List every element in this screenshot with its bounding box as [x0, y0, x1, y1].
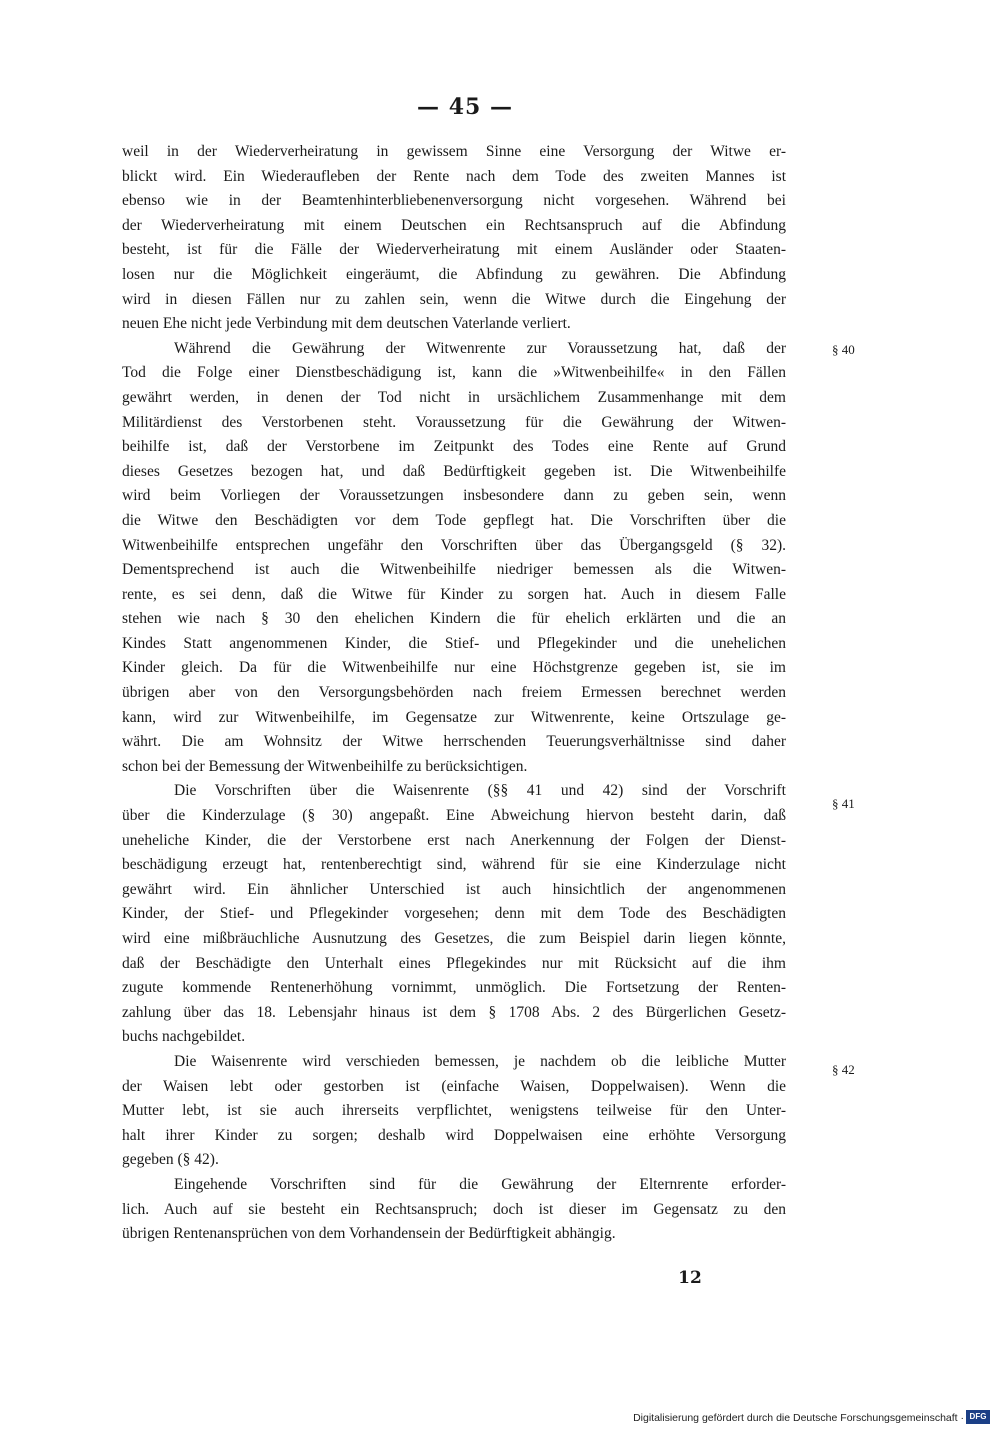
text-line: blickt wird. Ein Wiederaufleben der Rente nach dem Tode des zweiten Mannes ist — [122, 167, 786, 185]
text-line: ebenso wie in der Beamtenhinterbliebenenversorgung nicht vorgesehen. Während bei — [122, 192, 786, 210]
text-line: zugute kommende Rentenerhöhung vornimmt, unmöglich. Die Fortsetzung der Renten- — [122, 979, 786, 997]
text-line: Die Waisenrente wird verschieden bemessen, je nachdem ob die leibliche Mutter — [174, 1052, 786, 1070]
text-line: buchs nachgebildet. — [122, 1028, 246, 1046]
text-line: weil in der Wiederverheiratung in gewissem Sinne eine Versorgung der Witwe er- — [122, 143, 786, 160]
text-line: Tod die Folge einer Dienstbeschädigung ist, kann die »Witwenbeihilfe« in den Fällen — [122, 364, 786, 382]
text-line: dieses Gesetzes bezogen hat, und daß Bedürftigkeit gegeben ist. Die Witwenbeihilfe — [122, 462, 786, 480]
signature-mark: 12 — [678, 1268, 702, 1288]
text-line: beihilfe ist, daß der Verstorbene im Zeitpunkt des Todes eine Rente auf Grund — [122, 438, 786, 456]
margin-note-42: § 42 — [832, 1062, 855, 1077]
text-line: lich. Auch auf sie besteht ein Rechtsanspruch; doch ist dieser im Gegensatz zu den — [122, 1200, 786, 1218]
text-line: wird eine mißbräuchliche Ausnutzung des Gesetzes, die zum Beispiel darin liegen könnte, — [122, 930, 786, 947]
text-line: kann, wird zur Witwenbeihilfe, im Gegensatze zur Witwenrente, keine Ortszulage ge- — [122, 708, 786, 726]
text-line: der Wiederverheiratung mit einem Deutschen ein Rechtsanspruch auf die Abfindung — [122, 216, 786, 234]
margin-note-40: § 40 — [832, 342, 855, 357]
body-text — [122, 140, 786, 1247]
text-line: stehen wie nach § 30 den ehelichen Kindern die für ehelich erklärten und die an — [122, 610, 786, 628]
text-line: zahlung über das 18. Lebensjahr hinaus ist dem § 1708 Abs. 2 des Bürgerlichen Gesetz- — [122, 1003, 786, 1021]
text-line: daß der Beschädigte den Unterhalt eines Pflegekindes nur mit Rücksicht auf die ihm — [122, 954, 786, 972]
text-line: uneheliche Kinder, die der Verstorbene erst nach Anerkennung der Folgen der Dienst- — [122, 831, 786, 849]
text-line: rente, es sei denn, daß die Witwe für Kinder zu sorgen hat. Auch in diesem Falle — [122, 585, 786, 603]
text-line: Mutter lebt, ist sie auch ihrerseits verpflichtet, wenigstens teilweise für den Unter- — [122, 1102, 786, 1120]
text-line: gewährt wird. Ein ähnlicher Unterschied ist auch hinsichtlich der angenommenen — [122, 880, 786, 898]
text-line: Dementsprechend ist auch die Witwenbeihilfe niedriger bemessen als die Witwen- — [122, 561, 786, 579]
text-line: Die Vorschriften über die Waisenrente (§§ 41 und 42) sind der Vorschrift — [174, 782, 786, 800]
text-line: beschädigung erzeugt hat, rentenberechtigt sind, während für sie eine Kinderzulage nicht — [122, 856, 786, 874]
text-line: gegeben (§ 42). — [122, 1151, 219, 1169]
text-line: währt. Die am Wohnsitz der Witwe herrschenden Teuerungsverhältnisse sind daher — [122, 733, 786, 751]
page-number: — 45 — — [417, 94, 513, 120]
text-line: Kinder, der Stief- und Pflegekinder vorgesehen; denn mit dem Tode des Beschädigten — [122, 905, 786, 923]
text-line: schon bei der Bemessung der Witwenbeihilfe zu berücksichtigen. — [122, 757, 528, 775]
text-line: übrigen Rentenansprüchen von dem Vorhandensein der Bedürftigkeit abhängig. — [122, 1225, 616, 1243]
text-line: Während die Gewährung der Witwenrente zur Voraussetzung hat, daß der — [174, 339, 786, 357]
margin-note-41: § 41 — [832, 796, 855, 811]
text-line: neuen Ehe nicht jede Verbindung mit dem deutschen Vaterlande verliert. — [122, 315, 571, 333]
dfg-logo: DFG — [966, 1410, 990, 1424]
text-line: besteht, ist für die Fälle der Wiederverheiratung mit einem Ausländer oder Staaten- — [122, 241, 786, 259]
text-line: gewährt werden, in denen der Tod nicht in ursächlichem Zusammenhange mit dem — [122, 388, 786, 406]
text-line: wird beim Vorliegen der Voraussetzungen insbesondere dann zu geben sein, wenn — [122, 487, 786, 505]
text-line: wird in diesen Fällen nur zu zahlen sein, wenn die Witwe durch die Eingehung der — [122, 290, 786, 308]
text-line: halt ihrer Kinder zu sorgen; deshalb wird Doppelwaisen eine erhöhte Versorgung — [122, 1126, 786, 1144]
text-line: der Waisen lebt oder gestorben ist (einfache Waisen, Doppelwaisen). Wenn die — [122, 1077, 786, 1095]
text-line: übrigen aber von den Versorgungsbehörden nach freiem Ermessen berechnet werden — [122, 684, 786, 702]
text-line: Kinder gleich. Da für die Witwenbeihilfe nur eine Höchstgrenze gegeben ist, sie im — [122, 659, 786, 677]
text-line: Militärdienst des Verstorbenen steht. Voraussetzung für die Gewährung der Witwen- — [122, 413, 786, 431]
text-line: die Witwe den Beschädigten vor dem Tode gepflegt hat. Die Vorschriften über die — [122, 511, 786, 529]
text-line: Eingehende Vorschriften sind für die Gewährung der Elternrente erforder- — [174, 1175, 786, 1193]
text-line: losen nur die Möglichkeit eingeräumt, die Abfindung zu gewähren. Die Abfindung — [122, 265, 786, 283]
text-line: Witwenbeihilfe entsprechen ungefähr den Vorschriften über das Übergangsgeld (§ 32). — [122, 536, 786, 554]
text-line: Kindes Statt angenommenen Kinder, die Stief- und Pflegekinder und die unehelichen — [122, 634, 786, 652]
footer-credit: Digitalisierung gefördert durch die Deutsche Forschungsgemeinschaft · — [633, 1412, 964, 1424]
text-line: über die Kinderzulage (§ 30) angepaßt. Eine Abweichung hiervon besteht darin, daß — [122, 807, 786, 825]
